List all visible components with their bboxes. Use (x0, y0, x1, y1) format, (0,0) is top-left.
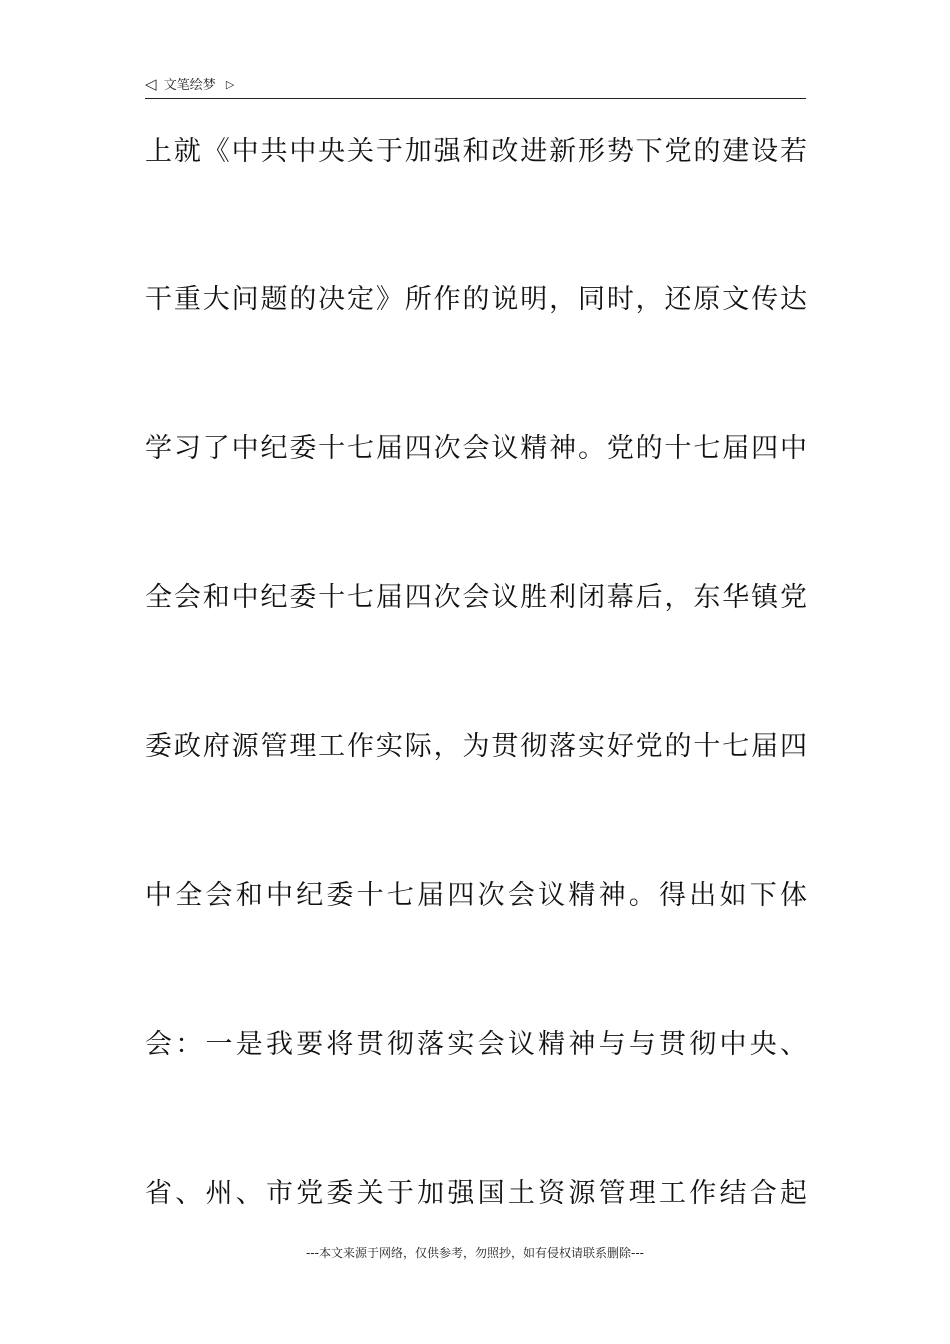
body-line: 省、州、市党委关于加强国土资源管理工作结合起 (145, 1178, 807, 1209)
triangle-left-icon: ◁ (145, 75, 157, 93)
body-line: 上就《中共中央关于加强和改进新形势下党的建设若 (145, 136, 807, 167)
body-line: 学习了中纪委十七届四次会议精神。党的十七届四中 (145, 433, 807, 464)
header-title: 文笔绘梦 (163, 78, 216, 93)
body-line: 会：一是我要将贯彻落实会议精神与与贯彻中央、 (145, 1029, 807, 1060)
body-line: 中全会和中纪委十七届四次会议精神。得出如下体 (145, 880, 807, 911)
page-footer: ---本文来源于网络，仅供参考，勿照抄，如有侵权请联系删除--- (306, 1246, 644, 1260)
body-line: 全会和中纪委十七届四次会议胜利闭幕后，东华镇党 (145, 582, 807, 613)
page-header (145, 72, 806, 99)
body-line: 干重大问题的决定》所作的说明，同时，还原文传达 (145, 284, 807, 315)
triangle-right-icon: ▷ (225, 78, 235, 91)
body-line: 委政府源管理工作实际，为贯彻落实好党的十七届四 (145, 731, 807, 762)
